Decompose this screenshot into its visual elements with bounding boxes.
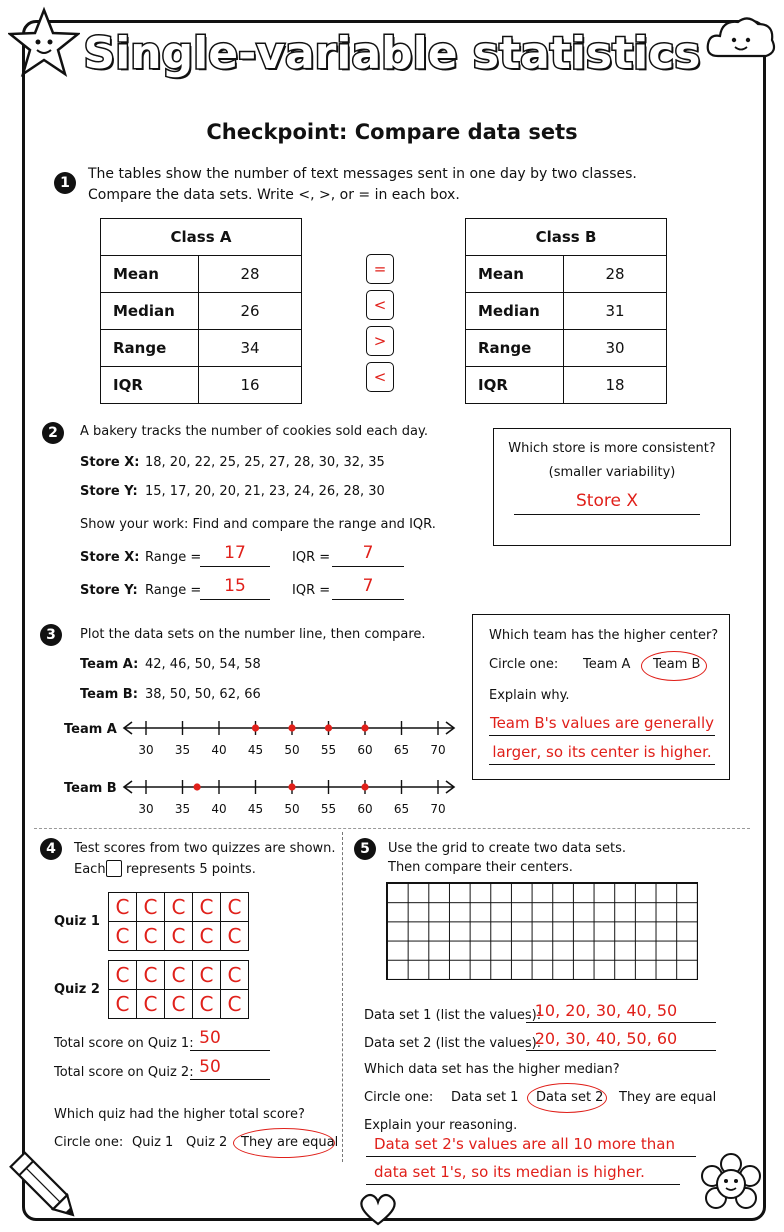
question-number: 3 bbox=[40, 624, 62, 646]
option-quiz-1[interactable]: Quiz 1 bbox=[132, 1135, 174, 1150]
total-2-label: Total score on Quiz 2: bbox=[54, 1065, 194, 1080]
center-question: Which team has the higher center? bbox=[489, 628, 719, 643]
tally-cell: C bbox=[137, 961, 165, 990]
tally-cell: C bbox=[165, 893, 193, 922]
explain-label: Explain your reasoning. bbox=[364, 1118, 518, 1133]
explain-answer-2: larger, so its center is higher. bbox=[492, 743, 712, 761]
option-equal[interactable]: They are equal bbox=[241, 1135, 339, 1150]
store-x-range-answer: 17 bbox=[224, 543, 246, 563]
ds2-label: Data set 2 (list the values): bbox=[364, 1036, 542, 1051]
tick-label: 35 bbox=[174, 802, 191, 816]
stat-value: 18 bbox=[564, 367, 667, 404]
plotted-point[interactable] bbox=[194, 783, 201, 790]
store-x-values: 18, 20, 22, 25, 25, 27, 28, 30, 32, 35 bbox=[145, 455, 385, 470]
option-team-b[interactable]: Team B bbox=[653, 657, 701, 672]
number-line-team-b[interactable] bbox=[118, 775, 468, 823]
plotted-point[interactable] bbox=[361, 724, 368, 731]
plotted-point[interactable] bbox=[252, 724, 259, 731]
tick-label: 45 bbox=[247, 802, 264, 816]
stat-value: 28 bbox=[564, 256, 667, 293]
q5-which: Which data set has the higher median? bbox=[364, 1062, 620, 1077]
q4-prompt-each: Each bbox=[74, 862, 106, 877]
number-line-label: Team A bbox=[64, 722, 117, 737]
tick-label: 70 bbox=[430, 743, 446, 757]
tick-label: 50 bbox=[284, 802, 300, 816]
reasoning-answer-1: Data set 2's values are all 10 more than bbox=[374, 1135, 675, 1153]
tally-cell: C bbox=[193, 922, 221, 951]
ds1-label: Data set 1 (list the values): bbox=[364, 1008, 542, 1023]
total-1-answer: 50 bbox=[199, 1028, 221, 1048]
compare-answer-box[interactable]: < bbox=[366, 362, 394, 392]
pencil-icon bbox=[6, 1146, 86, 1230]
option-data-set-1[interactable]: Data set 1 bbox=[451, 1090, 519, 1105]
ds2-answer-line[interactable] bbox=[526, 1030, 716, 1051]
question-number: 4 bbox=[40, 838, 62, 860]
tick-label: 30 bbox=[138, 802, 154, 816]
tally-cell: C bbox=[193, 961, 221, 990]
stat-value: 28 bbox=[199, 256, 302, 293]
tally-cell: C bbox=[221, 990, 249, 1019]
section-divider bbox=[34, 828, 750, 829]
quiz-2-tally bbox=[108, 960, 249, 1019]
stat-label: Mean bbox=[466, 256, 564, 293]
tick-label: 70 bbox=[430, 802, 446, 816]
plotted-point[interactable] bbox=[288, 783, 295, 790]
question-number: 5 bbox=[354, 838, 376, 860]
plotted-point[interactable] bbox=[361, 783, 368, 790]
range-answer-line[interactable] bbox=[200, 545, 270, 567]
q4-prompt-line1: Test scores from two quizzes are shown. bbox=[74, 841, 336, 856]
tick-label: 65 bbox=[393, 802, 410, 816]
consistency-hint: (smaller variability) bbox=[548, 465, 676, 480]
store-x-iqr-answer: 7 bbox=[362, 543, 374, 563]
team-a-values: 42, 46, 50, 54, 58 bbox=[145, 657, 261, 672]
compare-answer-box[interactable]: = bbox=[366, 254, 394, 284]
stat-label: Range bbox=[466, 330, 564, 367]
store-x-label: Store X: bbox=[80, 455, 140, 470]
tally-cell: C bbox=[109, 990, 137, 1019]
ds2-answer: 20, 30, 40, 50, 60 bbox=[534, 1029, 678, 1048]
store-y-values: 15, 17, 20, 20, 21, 23, 24, 26, 28, 30 bbox=[145, 484, 385, 499]
stat-value: 34 bbox=[199, 330, 302, 367]
tally-cell: C bbox=[193, 893, 221, 922]
number-line-team-a[interactable] bbox=[118, 716, 468, 764]
stat-label: IQR bbox=[101, 367, 199, 404]
reasoning-line-1[interactable] bbox=[366, 1134, 696, 1157]
tick-label: 40 bbox=[211, 743, 227, 757]
team-b-values: 38, 50, 50, 62, 66 bbox=[145, 687, 261, 702]
store-y-label: Store Y: bbox=[80, 484, 138, 499]
number-line-label: Team B bbox=[64, 781, 117, 796]
stat-value: 30 bbox=[564, 330, 667, 367]
tick-label: 55 bbox=[320, 743, 337, 757]
tally-cell: C bbox=[137, 990, 165, 1019]
plotted-point[interactable] bbox=[288, 724, 295, 731]
range-label: Range = bbox=[145, 583, 202, 598]
column-divider bbox=[342, 832, 343, 1162]
compare-answer-box[interactable]: > bbox=[366, 326, 394, 356]
tally-cell: C bbox=[165, 990, 193, 1019]
page-title: Single-variable statistics bbox=[83, 28, 701, 79]
page-subtitle: Checkpoint: Compare data sets bbox=[206, 120, 578, 144]
tally-cell: C bbox=[109, 893, 137, 922]
q1-prompt-line2: Compare the data sets. Write <, >, or = in each box. bbox=[88, 187, 460, 203]
tally-cell: C bbox=[165, 961, 193, 990]
explain-line-1[interactable] bbox=[489, 713, 715, 736]
class-a-table bbox=[100, 218, 302, 404]
data-grid[interactable] bbox=[386, 882, 698, 980]
option-quiz-2[interactable]: Quiz 2 bbox=[186, 1135, 228, 1150]
tally-cell: C bbox=[221, 961, 249, 990]
quiz-1-label: Quiz 1 bbox=[54, 914, 100, 929]
q4-which: Which quiz had the higher total score? bbox=[54, 1107, 305, 1122]
tally-cell: C bbox=[221, 893, 249, 922]
tally-cell: C bbox=[165, 922, 193, 951]
class-b-header: Class B bbox=[466, 219, 667, 256]
consistency-box bbox=[493, 428, 731, 546]
total-1-label: Total score on Quiz 1: bbox=[54, 1036, 194, 1051]
ds1-answer-line[interactable] bbox=[526, 1002, 716, 1023]
team-b-label: Team B: bbox=[80, 687, 138, 702]
circle-one-label: Circle one: bbox=[364, 1090, 434, 1105]
unit-square-icon bbox=[106, 860, 122, 877]
reasoning-answer-2: data set 1's, so its median is higher. bbox=[374, 1163, 645, 1181]
consistency-question: Which store is more consistent? bbox=[508, 441, 716, 456]
option-team-a[interactable]: Team A bbox=[583, 657, 631, 672]
stat-value: 16 bbox=[199, 367, 302, 404]
stat-label: IQR bbox=[466, 367, 564, 404]
store-y-label: Store Y: bbox=[80, 583, 138, 598]
tick-label: 40 bbox=[211, 802, 227, 816]
stat-label: Median bbox=[466, 293, 564, 330]
tally-cell: C bbox=[193, 990, 221, 1019]
heart-icon bbox=[356, 1192, 400, 1228]
question-number: 1 bbox=[54, 172, 76, 194]
store-x-label: Store X: bbox=[80, 550, 140, 565]
total-1-answer-line[interactable] bbox=[190, 1030, 270, 1051]
tick-label: 35 bbox=[174, 743, 191, 757]
q4-prompt-unit: represents 5 points. bbox=[126, 862, 256, 877]
tally-cell: C bbox=[137, 893, 165, 922]
iqr-label: IQR = bbox=[292, 550, 331, 565]
explain-answer-1: Team B's values are generally bbox=[489, 714, 715, 732]
tick-label: 65 bbox=[393, 743, 410, 757]
iqr-answer-line[interactable] bbox=[332, 545, 404, 567]
tally-cell: C bbox=[221, 922, 249, 951]
tally-cell: C bbox=[109, 961, 137, 990]
q5-prompt-line1: Use the grid to create two data sets. bbox=[388, 841, 627, 856]
quiz-2-label: Quiz 2 bbox=[54, 982, 100, 997]
q3-prompt: Plot the data sets on the number line, then compare. bbox=[80, 627, 426, 642]
tick-label: 55 bbox=[320, 802, 337, 816]
iqr-label: IQR = bbox=[292, 583, 331, 598]
tick-label: 45 bbox=[247, 743, 264, 757]
ds1-answer: 10, 20, 30, 40, 50 bbox=[534, 1001, 678, 1020]
q2-work-prompt: Show your work: Find and compare the range and IQR. bbox=[80, 517, 436, 532]
stat-label: Mean bbox=[101, 256, 199, 293]
q1-prompt-line1: The tables show the number of text messages sent in one day by two classes. bbox=[88, 166, 637, 182]
total-2-answer: 50 bbox=[199, 1057, 221, 1077]
explain-line-2[interactable] bbox=[489, 742, 715, 765]
consistency-answer: Store X bbox=[576, 491, 638, 511]
consistency-answer-line[interactable] bbox=[514, 489, 700, 515]
reasoning-line-2[interactable] bbox=[366, 1162, 680, 1185]
question-number: 2 bbox=[42, 422, 64, 444]
team-a-label: Team A: bbox=[80, 657, 139, 672]
total-2-answer-line[interactable] bbox=[190, 1059, 270, 1080]
q2-prompt: A bakery tracks the number of cookies sold each day. bbox=[80, 424, 428, 439]
tally-cell: C bbox=[137, 922, 165, 951]
tick-label: 60 bbox=[357, 743, 373, 757]
range-label: Range = bbox=[145, 550, 202, 565]
iqr-answer-line[interactable] bbox=[332, 578, 404, 600]
center-box bbox=[472, 614, 730, 780]
stat-label: Median bbox=[101, 293, 199, 330]
range-answer-line[interactable] bbox=[200, 578, 270, 600]
tick-label: 60 bbox=[357, 802, 373, 816]
tick-label: 30 bbox=[138, 743, 154, 757]
q5-prompt-line2: Then compare their centers. bbox=[388, 860, 573, 875]
class-a-header: Class A bbox=[101, 219, 302, 256]
flower-icon bbox=[696, 1150, 766, 1220]
option-equal[interactable]: They are equal bbox=[619, 1090, 717, 1105]
circle-one-label: Circle one: bbox=[489, 657, 559, 672]
quiz-1-tally bbox=[108, 892, 249, 951]
store-y-range-answer: 15 bbox=[224, 576, 246, 596]
stat-value: 26 bbox=[199, 293, 302, 330]
stat-value: 31 bbox=[564, 293, 667, 330]
compare-answer-box[interactable]: < bbox=[366, 290, 394, 320]
plotted-point[interactable] bbox=[325, 724, 332, 731]
stat-label: Range bbox=[101, 330, 199, 367]
tick-label: 50 bbox=[284, 743, 300, 757]
tally-cell: C bbox=[109, 922, 137, 951]
store-y-iqr-answer: 7 bbox=[362, 576, 374, 596]
circle-one-label: Circle one: bbox=[54, 1135, 124, 1150]
option-data-set-2[interactable]: Data set 2 bbox=[536, 1090, 604, 1105]
explain-label: Explain why. bbox=[489, 688, 570, 703]
class-b-table bbox=[465, 218, 667, 404]
